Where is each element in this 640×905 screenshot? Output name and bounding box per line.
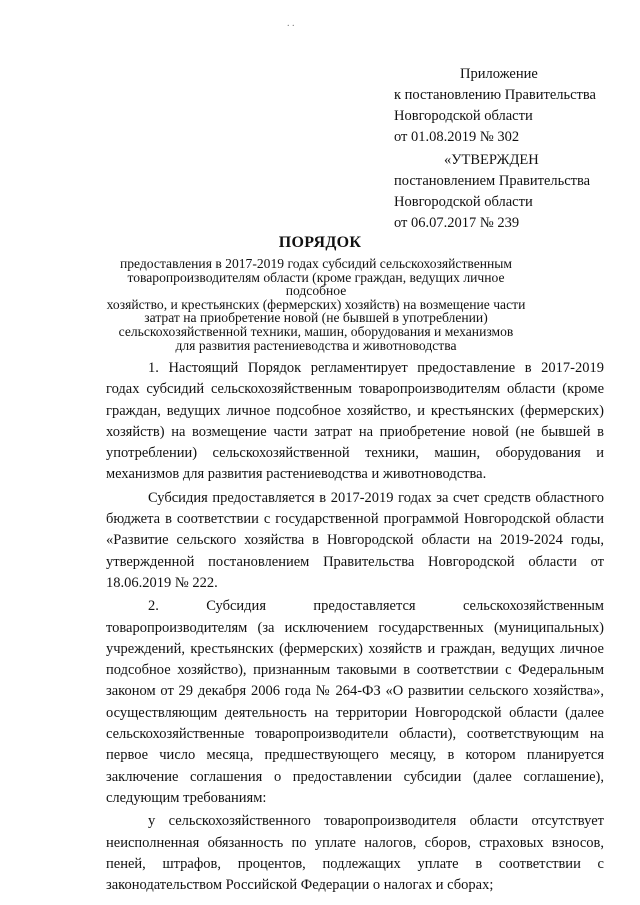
appendix-line-4: от 01.08.2019 № 302 xyxy=(394,129,520,145)
approved-line-2: постановлением Правительства xyxy=(394,173,591,189)
subtitle-line: товаропроизводителям области (кроме граждан, ведущих личное подсобное xyxy=(127,269,505,299)
paragraph-3: 2. Субсидия предоставляется сельскохозяйственным товаропроизводителям (за исключением государственных (муниципальных) учреждений, крестьянских (фермерских) хозяйств и граждан, ведущих личное подсобное хозяйство), признанным таковыми в соответствии с Федеральным законом от 29 декабря 2006 года № 264-ФЗ «О развитии сельского хозяйства», осуществляющим деятельность на территории Новгородской области (далее сельскохозяйственные товаропроизводители области), соответствующим на первое число месяца, предшествующего месяцу, в котором планируется заключение соглашения о предоставлении субсидии (далее соглашение), следующим требованиям: xyxy=(106,598,604,806)
subtitle-line: для развития растениеводства и животноводства xyxy=(175,337,457,353)
subtitle-line: сельскохозяйственной техники, машин, оборудования и механизмов xyxy=(118,323,514,339)
approved-line-4: от 06.07.2017 № 239 xyxy=(394,215,520,231)
appendix-line-1: Приложение xyxy=(460,66,538,82)
approved-line-3: Новгородской области xyxy=(394,194,533,210)
subtitle-line: хозяйство, и крестьянских (фермерских) хозяйств) на возмещение части xyxy=(106,296,526,312)
appendix-line-3: Новгородской области xyxy=(394,108,533,124)
document-body xyxy=(106,358,604,896)
page-mark: . . xyxy=(287,18,295,29)
approved-block xyxy=(394,150,590,234)
subtitle-line: затрат на приобретение новой (не бывшей в употреблении) xyxy=(144,310,488,326)
document-title: ПОРЯДОК xyxy=(278,234,362,251)
paragraph-1: 1. Настоящий Порядок регламентирует предоставление в 2017-2019 годах субсидий сельскохозяйственным товаропроизводителям области (кроме граждан, ведущих личное подсобное хозяйство, и крестьянских (фермерских) хозяйств) на возмещение части затрат на приобретение новой (не бывшей в употреблении) сельскохозяйственной техники, машин, оборудования и механизмов для развития растениеводства и животноводства. xyxy=(106,360,604,483)
appendix-line-2: к постановлению Правительства xyxy=(394,87,596,103)
paragraph-4: у сельскохозяйственного товаропроизводителя области отсутствует неисполненная обязанность по уплате налогов, сборов, страховых взносов, пеней, штрафов, процентов, подлежащих уплате в соответствии с законодательством Российской Федерации о налогах и сборах; xyxy=(106,813,604,894)
subtitle-line: предоставления в 2017-2019 годах субсидий сельскохозяйственным xyxy=(119,256,513,271)
appendix-block xyxy=(394,64,596,148)
approved-line-1: «УТВЕРЖДЕН xyxy=(444,152,539,168)
document-subtitle xyxy=(96,257,536,352)
paragraph-2: Субсидия предоставляется в 2017-2019 годах за счет средств областного бюджета в соответствии с государственной программой Новгородской области «Развитие сельского хозяйства в Новгородской области на 2019-2024 годы, утвержденной постановлением Правительства Новгородской области от 18.06.2019 № 222. xyxy=(106,489,604,591)
